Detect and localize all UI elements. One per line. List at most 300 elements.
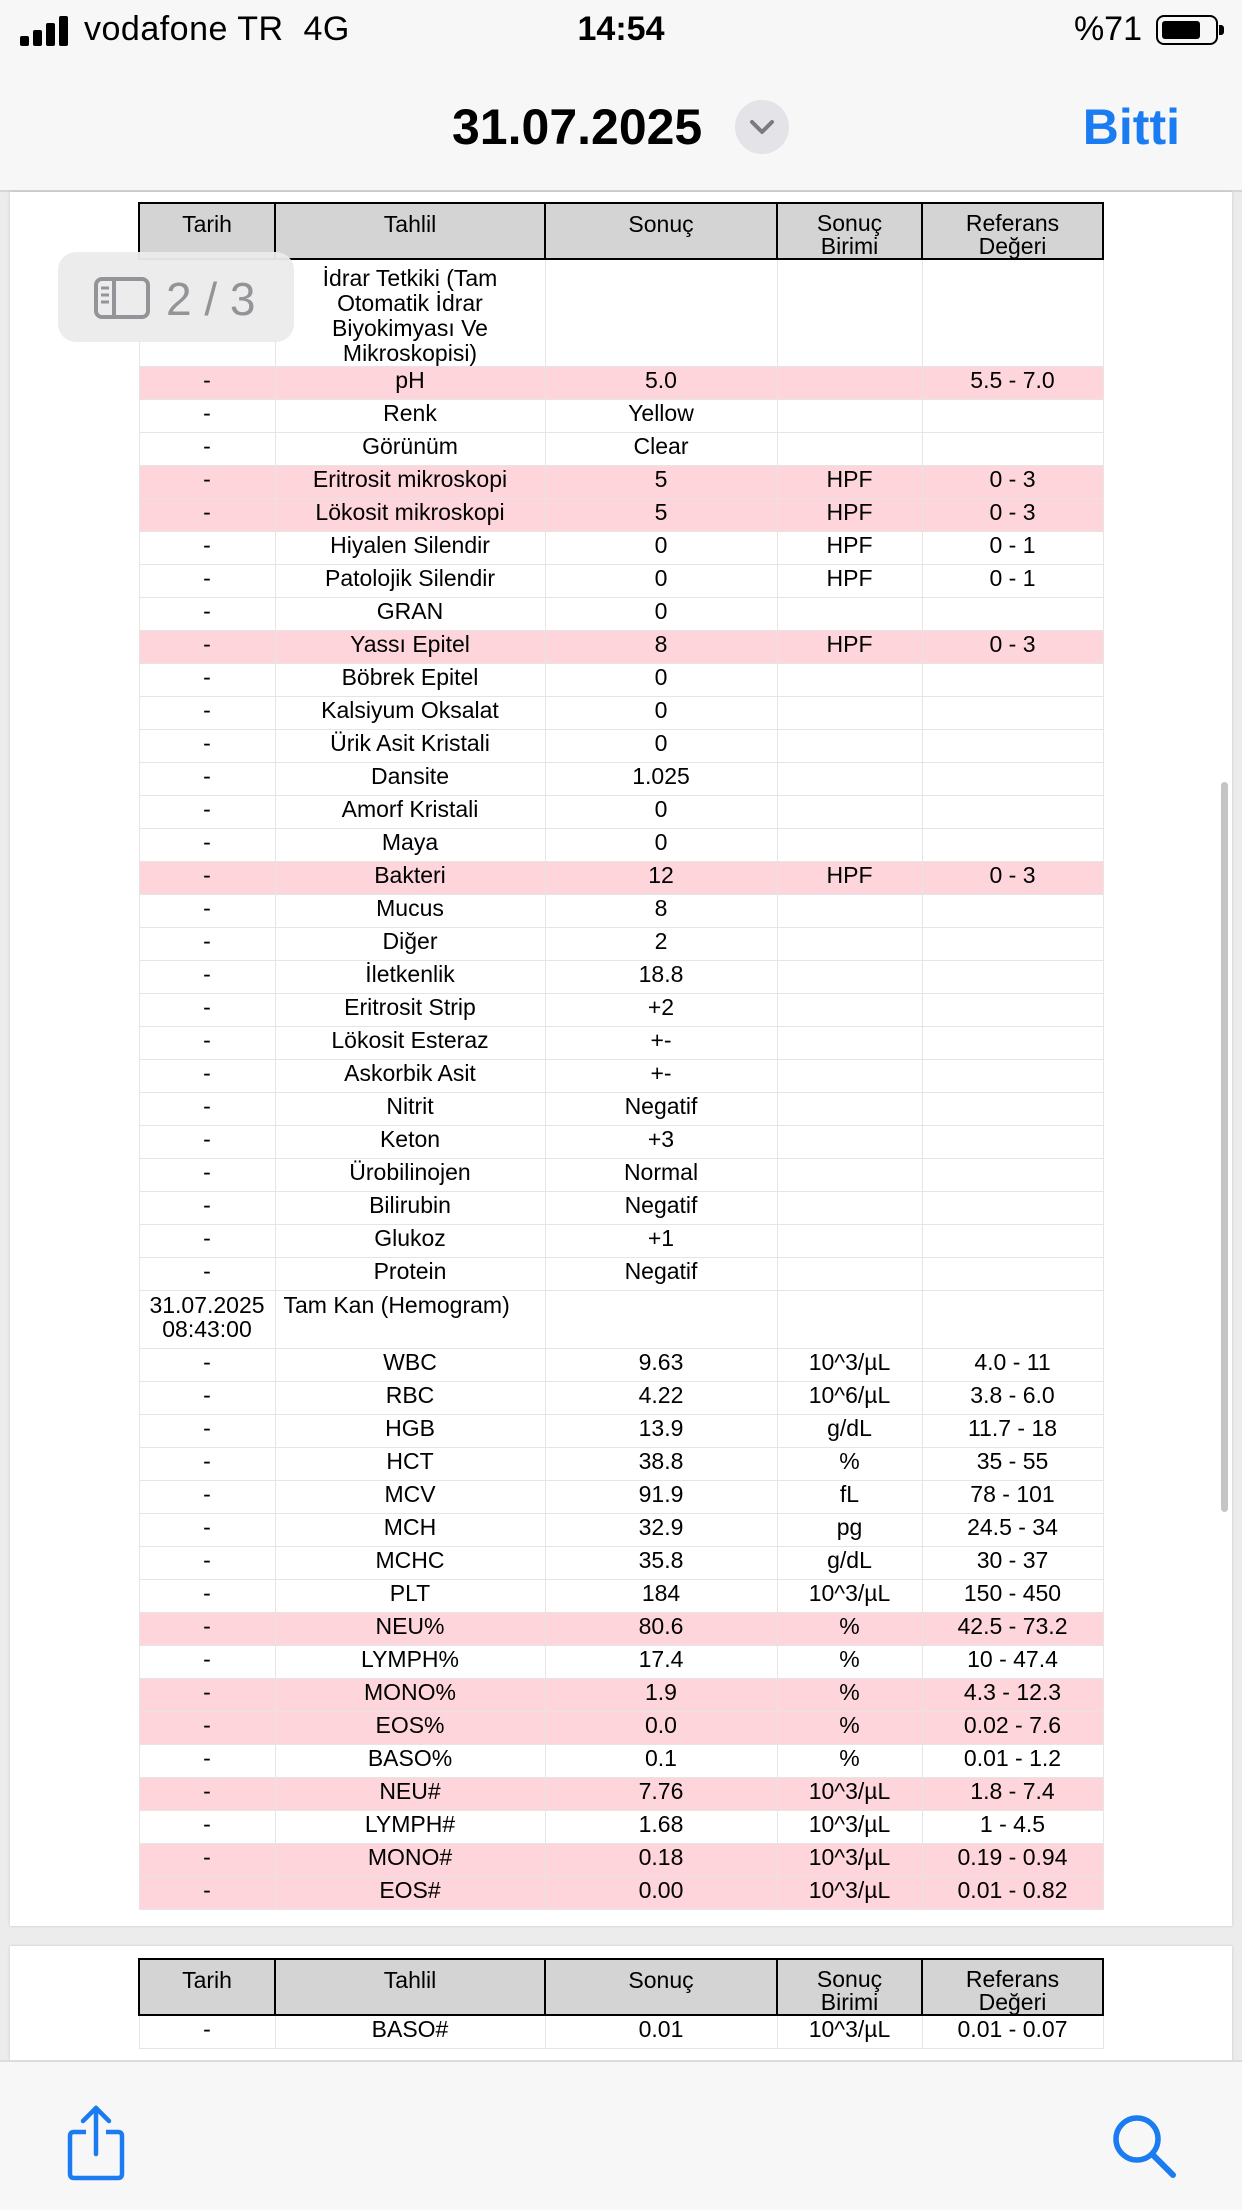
cell-reference: 0.01 - 0.82 [922,1877,1103,1910]
table-row [139,433,1103,466]
cell-test-name: MCHC [275,1547,545,1580]
cell-test-name: Maya [275,829,545,862]
cell-reference [922,1291,1103,1349]
cell-reference: 0 - 3 [922,862,1103,895]
cell-unit: fL [777,1481,922,1514]
cell-test-name: WBC [275,1349,545,1382]
cell-result: 8 [545,895,777,928]
cell-test-name: Eritrosit mikroskopi [275,466,545,499]
cell-reference: 30 - 37 [922,1547,1103,1580]
cell-date: - [139,1613,275,1646]
cell-unit: g/dL [777,1547,922,1580]
cell-result: 1.025 [545,763,777,796]
lab-results-table [138,1958,1104,2049]
cell-unit [777,1126,922,1159]
table-row [139,1877,1103,1910]
table-row [139,1844,1103,1877]
cell-unit [777,1291,922,1349]
cell-result: +3 [545,1126,777,1159]
cell-unit: % [777,1646,922,1679]
cell-test-name: Bilirubin [275,1192,545,1225]
cell-result: Yellow [545,400,777,433]
table-row [139,961,1103,994]
cell-date: - [139,895,275,928]
cell-unit [777,1225,922,1258]
cell-test-name: Protein [275,1258,545,1291]
cell-result: +- [545,1060,777,1093]
cell-date: - [139,664,275,697]
chevron-down-icon [749,117,775,137]
clock: 14:54 [577,10,665,48]
col-header-reference: Referans Değeri [922,1959,1103,2015]
table-row [139,796,1103,829]
cell-reference [922,1027,1103,1060]
table-row [139,1027,1103,1060]
sidebar-icon [94,277,150,319]
cell-result: Normal [545,1159,777,1192]
cell-result: 0.00 [545,1877,777,1910]
cell-test-name: İletkenlik [275,961,545,994]
cell-test-name: MONO% [275,1679,545,1712]
cell-reference [922,1060,1103,1093]
cell-result: 32.9 [545,1514,777,1547]
cell-result: 0.18 [545,1844,777,1877]
cell-date: - [139,1382,275,1415]
cell-test-name: BASO# [275,2015,545,2048]
cell-reference [922,259,1103,367]
page-indicator[interactable] [58,252,294,342]
cell-date: - [139,2015,275,2048]
cell-unit [777,664,922,697]
cell-result: 1.68 [545,1811,777,1844]
cell-unit: HPF [777,532,922,565]
table-row [139,829,1103,862]
cell-test-name: Mucus [275,895,545,928]
battery-percent: %71 [1073,10,1142,48]
cell-test-name: GRAN [275,598,545,631]
cell-result: +2 [545,994,777,1027]
cell-unit: HPF [777,565,922,598]
table-header-row [139,1959,1103,2015]
cell-test-name: Ürobilinojen [275,1159,545,1192]
cell-date: - [139,1415,275,1448]
cell-reference: 10 - 47.4 [922,1646,1103,1679]
cell-test-name: Görünüm [275,433,545,466]
cell-date: - [139,1159,275,1192]
cell-reference: 0 - 1 [922,565,1103,598]
cell-result: 0 [545,796,777,829]
cell-unit [777,895,922,928]
cell-reference [922,433,1103,466]
table-row [139,664,1103,697]
table-row [139,1159,1103,1192]
cell-test-name: LYMPH# [275,1811,545,1844]
cell-unit [777,1159,922,1192]
cell-reference [922,763,1103,796]
table-row [139,598,1103,631]
cell-unit [777,763,922,796]
cell-date: - [139,1580,275,1613]
cell-result: 35.8 [545,1547,777,1580]
cell-result: Negatif [545,1192,777,1225]
cell-reference: 0.01 - 1.2 [922,1745,1103,1778]
cell-test-name: Dansite [275,763,545,796]
cell-date: - [139,598,275,631]
cell-reference [922,1258,1103,1291]
cell-test-name: Nitrit [275,1093,545,1126]
cell-test-name: LYMPH% [275,1646,545,1679]
cell-test-name: Böbrek Epitel [275,664,545,697]
cell-test-name: Ürik Asit Kristali [275,730,545,763]
cell-test-name: PLT [275,1580,545,1613]
cell-unit: 10^3/µL [777,1877,922,1910]
cell-unit: 10^3/µL [777,1580,922,1613]
cell-result: 0 [545,565,777,598]
table-row [139,1448,1103,1481]
cell-date: - [139,1547,275,1580]
cell-reference [922,1093,1103,1126]
cell-test-name: Eritrosit Strip [275,994,545,1027]
cell-reference: 24.5 - 34 [922,1514,1103,1547]
col-header-test: Tahlil [275,1959,545,2015]
cell-unit [777,400,922,433]
table-row [139,1093,1103,1126]
cell-unit [777,928,922,961]
bottom-toolbar [0,2060,1242,2210]
cell-result: 12 [545,862,777,895]
cell-result: 0.1 [545,1745,777,1778]
cell-date: - [139,1027,275,1060]
cell-test-name: Bakteri [275,862,545,895]
cell-test-name: Renk [275,400,545,433]
table-row [139,1547,1103,1580]
cell-result: 5 [545,466,777,499]
cell-test-name: pH [275,367,545,400]
cell-test-name: BASO% [275,1745,545,1778]
cell-reference: 150 - 450 [922,1580,1103,1613]
cell-reference: 5.5 - 7.0 [922,367,1103,400]
cell-reference [922,796,1103,829]
table-row [139,1778,1103,1811]
cell-unit: % [777,1712,922,1745]
cell-date: - [139,697,275,730]
cell-unit [777,367,922,400]
cell-test-name: Tam Kan (Hemogram) [275,1291,545,1349]
cell-reference: 3.8 - 6.0 [922,1382,1103,1415]
table-row [139,1349,1103,1382]
col-header-date: Tarih [139,203,275,259]
cell-unit [777,994,922,1027]
cell-reference [922,994,1103,1027]
cell-result: 184 [545,1580,777,1613]
carrier-label: vodafone TR 4G [84,10,350,48]
cell-unit: HPF [777,499,922,532]
cell-date: - [139,1514,275,1547]
cell-reference: 0.01 - 0.07 [922,2015,1103,2048]
cell-result: 0 [545,730,777,763]
cell-date: - [139,763,275,796]
cell-unit [777,1027,922,1060]
cell-unit: 10^3/µL [777,1811,922,1844]
cell-unit: 10^6/µL [777,1382,922,1415]
document-page [10,1946,1232,2066]
cell-unit: g/dL [777,1415,922,1448]
cell-unit [777,259,922,367]
cell-result [545,1291,777,1349]
cell-date: - [139,928,275,961]
cell-reference: 0 - 1 [922,532,1103,565]
cell-reference: 0.02 - 7.6 [922,1712,1103,1745]
cell-date: - [139,1481,275,1514]
cell-unit [777,433,922,466]
cell-result: +- [545,1027,777,1060]
cell-date: - [139,1778,275,1811]
cell-test-name: Keton [275,1126,545,1159]
cell-unit: % [777,1745,922,1778]
cell-date: - [139,829,275,862]
table-row [139,994,1103,1027]
cell-date: - [139,1060,275,1093]
network-label: 4G [303,10,350,48]
table-row [139,1060,1103,1093]
cell-reference [922,1159,1103,1192]
title-menu-button[interactable] [735,100,789,154]
cell-date: - [139,1679,275,1712]
cell-test-name: EOS% [275,1712,545,1745]
cell-date: - [139,1448,275,1481]
cell-test-name: Diğer [275,928,545,961]
status-bar [0,0,1242,62]
cell-date: - [139,1646,275,1679]
cell-reference [922,697,1103,730]
cell-test-name: Patolojik Silendir [275,565,545,598]
cell-reference [922,829,1103,862]
cell-test-name: NEU% [275,1613,545,1646]
table-row [139,1580,1103,1613]
cell-result: 0 [545,697,777,730]
cell-result: 38.8 [545,1448,777,1481]
cell-reference: 42.5 - 73.2 [922,1613,1103,1646]
cell-result: 0 [545,829,777,862]
document-page [10,192,1232,1926]
cell-reference: 4.3 - 12.3 [922,1679,1103,1712]
cell-test-name: Lökosit Esteraz [275,1027,545,1060]
cell-result: Negatif [545,1258,777,1291]
cell-reference [922,730,1103,763]
table-row [139,1811,1103,1844]
cell-unit: 10^3/µL [777,1844,922,1877]
table-row [139,1126,1103,1159]
cell-date: - [139,1877,275,1910]
cell-date: - [139,631,275,664]
cell-reference [922,961,1103,994]
cell-unit: 10^3/µL [777,1778,922,1811]
cell-result [545,259,777,367]
table-row [139,2015,1103,2048]
cell-date: - [139,1844,275,1877]
cell-test-name: İdrar Tetkiki (Tam Otomatik İdrar Biyokimyası Ve Mikroskopisi) [275,259,545,367]
table-group-row [139,1291,1103,1349]
cell-date: - [139,961,275,994]
table-row [139,367,1103,400]
cell-test-name: MCV [275,1481,545,1514]
cell-unit: 10^3/µL [777,2015,922,2048]
cell-reference [922,598,1103,631]
col-header-result: Sonuç [545,1959,777,2015]
cell-result: 2 [545,928,777,961]
document-title[interactable]: 31.07.2025 [452,99,703,155]
table-row [139,466,1103,499]
cell-reference: 35 - 55 [922,1448,1103,1481]
cell-result: +1 [545,1225,777,1258]
table-row [139,763,1103,796]
table-row [139,1225,1103,1258]
cell-unit [777,730,922,763]
cell-date: - [139,994,275,1027]
share-icon[interactable] [66,2104,126,2182]
cell-unit: pg [777,1514,922,1547]
cell-date: - [139,466,275,499]
cell-unit: % [777,1448,922,1481]
cell-test-name: HGB [275,1415,545,1448]
done-button[interactable]: Bitti [1082,99,1180,155]
table-row [139,1192,1103,1225]
battery-icon [1156,15,1218,45]
cell-unit: % [777,1613,922,1646]
lab-results-table [138,202,1104,1910]
table-row [139,565,1103,598]
table-row [139,1712,1103,1745]
vertical-scrollbar[interactable] [1221,782,1228,1512]
table-row [139,895,1103,928]
cell-reference [922,400,1103,433]
cell-unit [777,1192,922,1225]
table-row [139,631,1103,664]
cell-unit [777,598,922,631]
cell-test-name: Askorbik Asit [275,1060,545,1093]
cell-reference: 0 - 3 [922,499,1103,532]
cell-unit: HPF [777,466,922,499]
cell-reference [922,1192,1103,1225]
col-header-reference: Referans Değeri [922,203,1103,259]
cell-reference: 0 - 3 [922,631,1103,664]
cell-test-name: Kalsiyum Oksalat [275,697,545,730]
col-header-unit: Sonuç Birimi [777,203,922,259]
cell-unit: HPF [777,631,922,664]
col-header-result: Sonuç [545,203,777,259]
cell-date: - [139,433,275,466]
cell-reference: 1 - 4.5 [922,1811,1103,1844]
cell-date: - [139,565,275,598]
cell-date: - [139,532,275,565]
cell-date: 31.07.2025 08:43:00 [139,1291,275,1349]
cell-reference [922,895,1103,928]
cell-date: - [139,862,275,895]
cell-date: - [139,1811,275,1844]
cell-unit [777,1258,922,1291]
cell-date: - [139,499,275,532]
table-row [139,730,1103,763]
cell-date: - [139,367,275,400]
cell-date: - [139,1745,275,1778]
cell-test-name: Yassı Epitel [275,631,545,664]
col-header-test: Tahlil [275,203,545,259]
cell-test-name: HCT [275,1448,545,1481]
table-row [139,400,1103,433]
cell-result: 1.9 [545,1679,777,1712]
cell-result: Negatif [545,1093,777,1126]
table-row [139,697,1103,730]
table-row [139,1382,1103,1415]
cell-unit: HPF [777,862,922,895]
table-row [139,532,1103,565]
table-row [139,499,1103,532]
cell-reference [922,664,1103,697]
cell-test-name: Lökosit mikroskopi [275,499,545,532]
col-header-date: Tarih [139,1959,275,2015]
cell-date: - [139,1225,275,1258]
cell-result: 0 [545,598,777,631]
table-row [139,1514,1103,1547]
table-row [139,1258,1103,1291]
cell-date: - [139,1712,275,1745]
cell-result: 80.6 [545,1613,777,1646]
cell-reference: 1.8 - 7.4 [922,1778,1103,1811]
cell-result: 4.22 [545,1382,777,1415]
cell-unit [777,697,922,730]
cell-result: 5.0 [545,367,777,400]
cell-test-name: Amorf Kristali [275,796,545,829]
table-row [139,1745,1103,1778]
cell-reference: 4.0 - 11 [922,1349,1103,1382]
cell-unit: 10^3/µL [777,1349,922,1382]
table-header-row [139,203,1103,259]
cell-reference: 0.19 - 0.94 [922,1844,1103,1877]
cell-date: - [139,400,275,433]
cell-date: - [139,1349,275,1382]
cell-result: 0 [545,532,777,565]
cell-date: - [139,1093,275,1126]
cell-result: Clear [545,433,777,466]
cell-result: 13.9 [545,1415,777,1448]
cell-result: 0.01 [545,2015,777,2048]
cell-result: 18.8 [545,961,777,994]
cell-result: 0 [545,664,777,697]
table-row [139,862,1103,895]
cell-test-name: Hiyalen Silendir [275,532,545,565]
cell-test-name: NEU# [275,1778,545,1811]
cell-date: - [139,730,275,763]
cell-test-name: EOS# [275,1877,545,1910]
navigation-bar [0,62,1242,192]
cell-unit [777,796,922,829]
table-row [139,1646,1103,1679]
cell-test-name: MONO# [275,1844,545,1877]
cell-result: 9.63 [545,1349,777,1382]
cell-unit [777,961,922,994]
table-row [139,1415,1103,1448]
cell-reference: 78 - 101 [922,1481,1103,1514]
cell-reference: 0 - 3 [922,466,1103,499]
cell-unit [777,829,922,862]
cell-test-name: RBC [275,1382,545,1415]
cell-result: 91.9 [545,1481,777,1514]
cell-unit [777,1060,922,1093]
cell-reference: 11.7 - 18 [922,1415,1103,1448]
cell-test-name: Glukoz [275,1225,545,1258]
search-icon[interactable] [1110,2112,1178,2180]
cell-reference [922,928,1103,961]
